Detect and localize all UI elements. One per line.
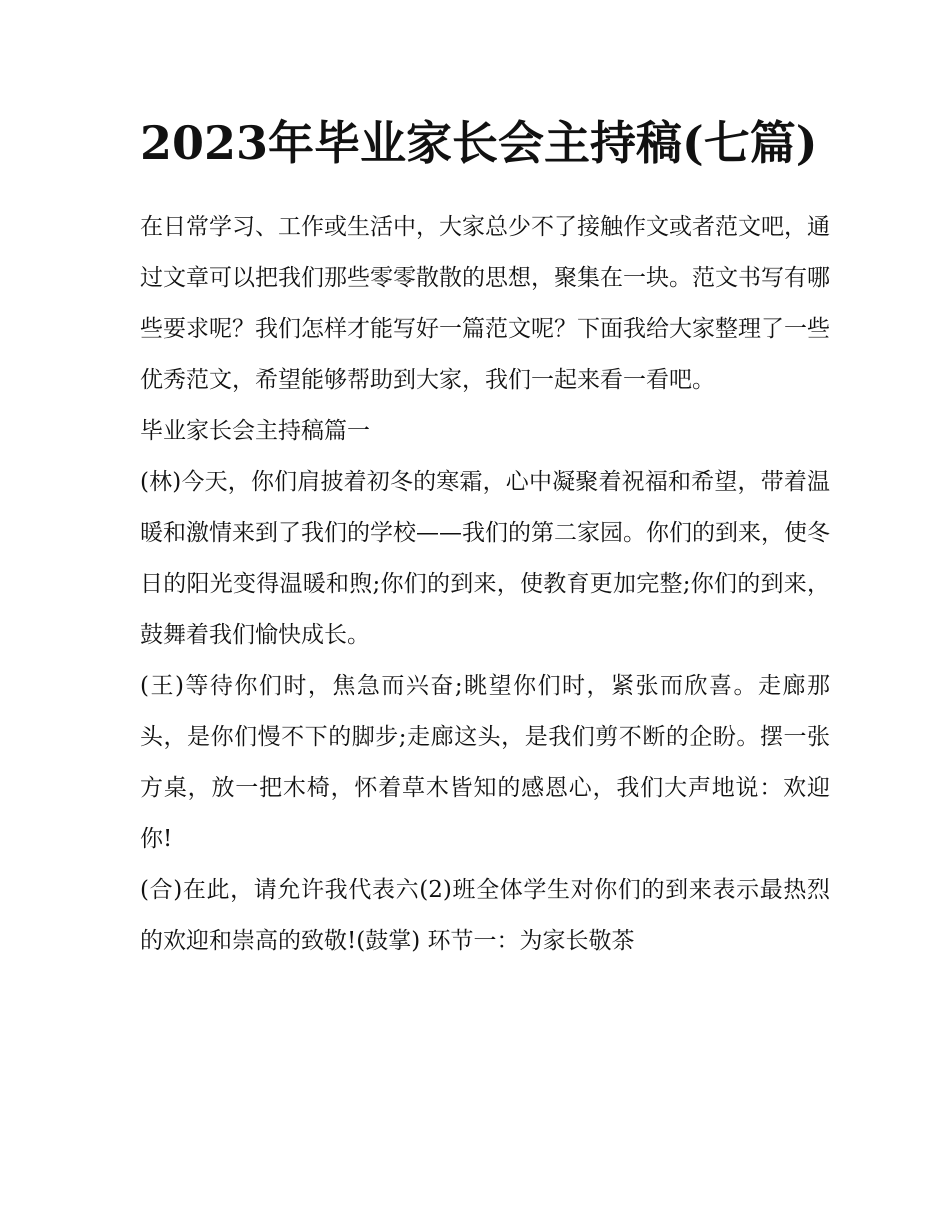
- paragraph-lin: (林)今天，你们肩披着初冬的寒霜，心中凝聚着祝福和希望，带着温暖和激情来到了我们的学校——我们的第二家园。你们的到来，使冬日的阳光变得温暖和煦;你们的到来，使教育更加完整;你们的到来，鼓舞着我们愉快成长。: [140, 469, 830, 648]
- paragraph-together: (合)在此，请允许我代表六(2)班全体学生对你们的到来表示最热烈的欢迎和崇高的致敬!(鼓掌) 环节一：为家长敬茶: [140, 877, 830, 954]
- section-heading: 毕业家长会主持稿篇一: [140, 418, 370, 444]
- paragraph-wang: (王)等待你们时，焦急而兴奋;眺望你们时，紧张而欣喜。走廊那头，是你们慢不下的脚步;走廊这头，是我们剪不断的企盼。摆一张方桌，放一把木椅，怀着草木皆知的感恩心，我们大声地说：欢迎你!: [140, 673, 830, 852]
- document-body: [140, 202, 830, 967]
- intro-paragraph: 在日常学习、工作或生活中，大家总少不了接触作文或者范文吧，通过文章可以把我们那些零零散散的思想，聚集在一块。范文书写有哪些要求呢？我们怎样才能写好一篇范文呢？下面我给大家整理了一些优秀范文，希望能够帮助到大家，我们一起来看一看吧。: [140, 214, 830, 393]
- document-title: 2023年毕业家长会主持稿(七篇): [140, 116, 818, 170]
